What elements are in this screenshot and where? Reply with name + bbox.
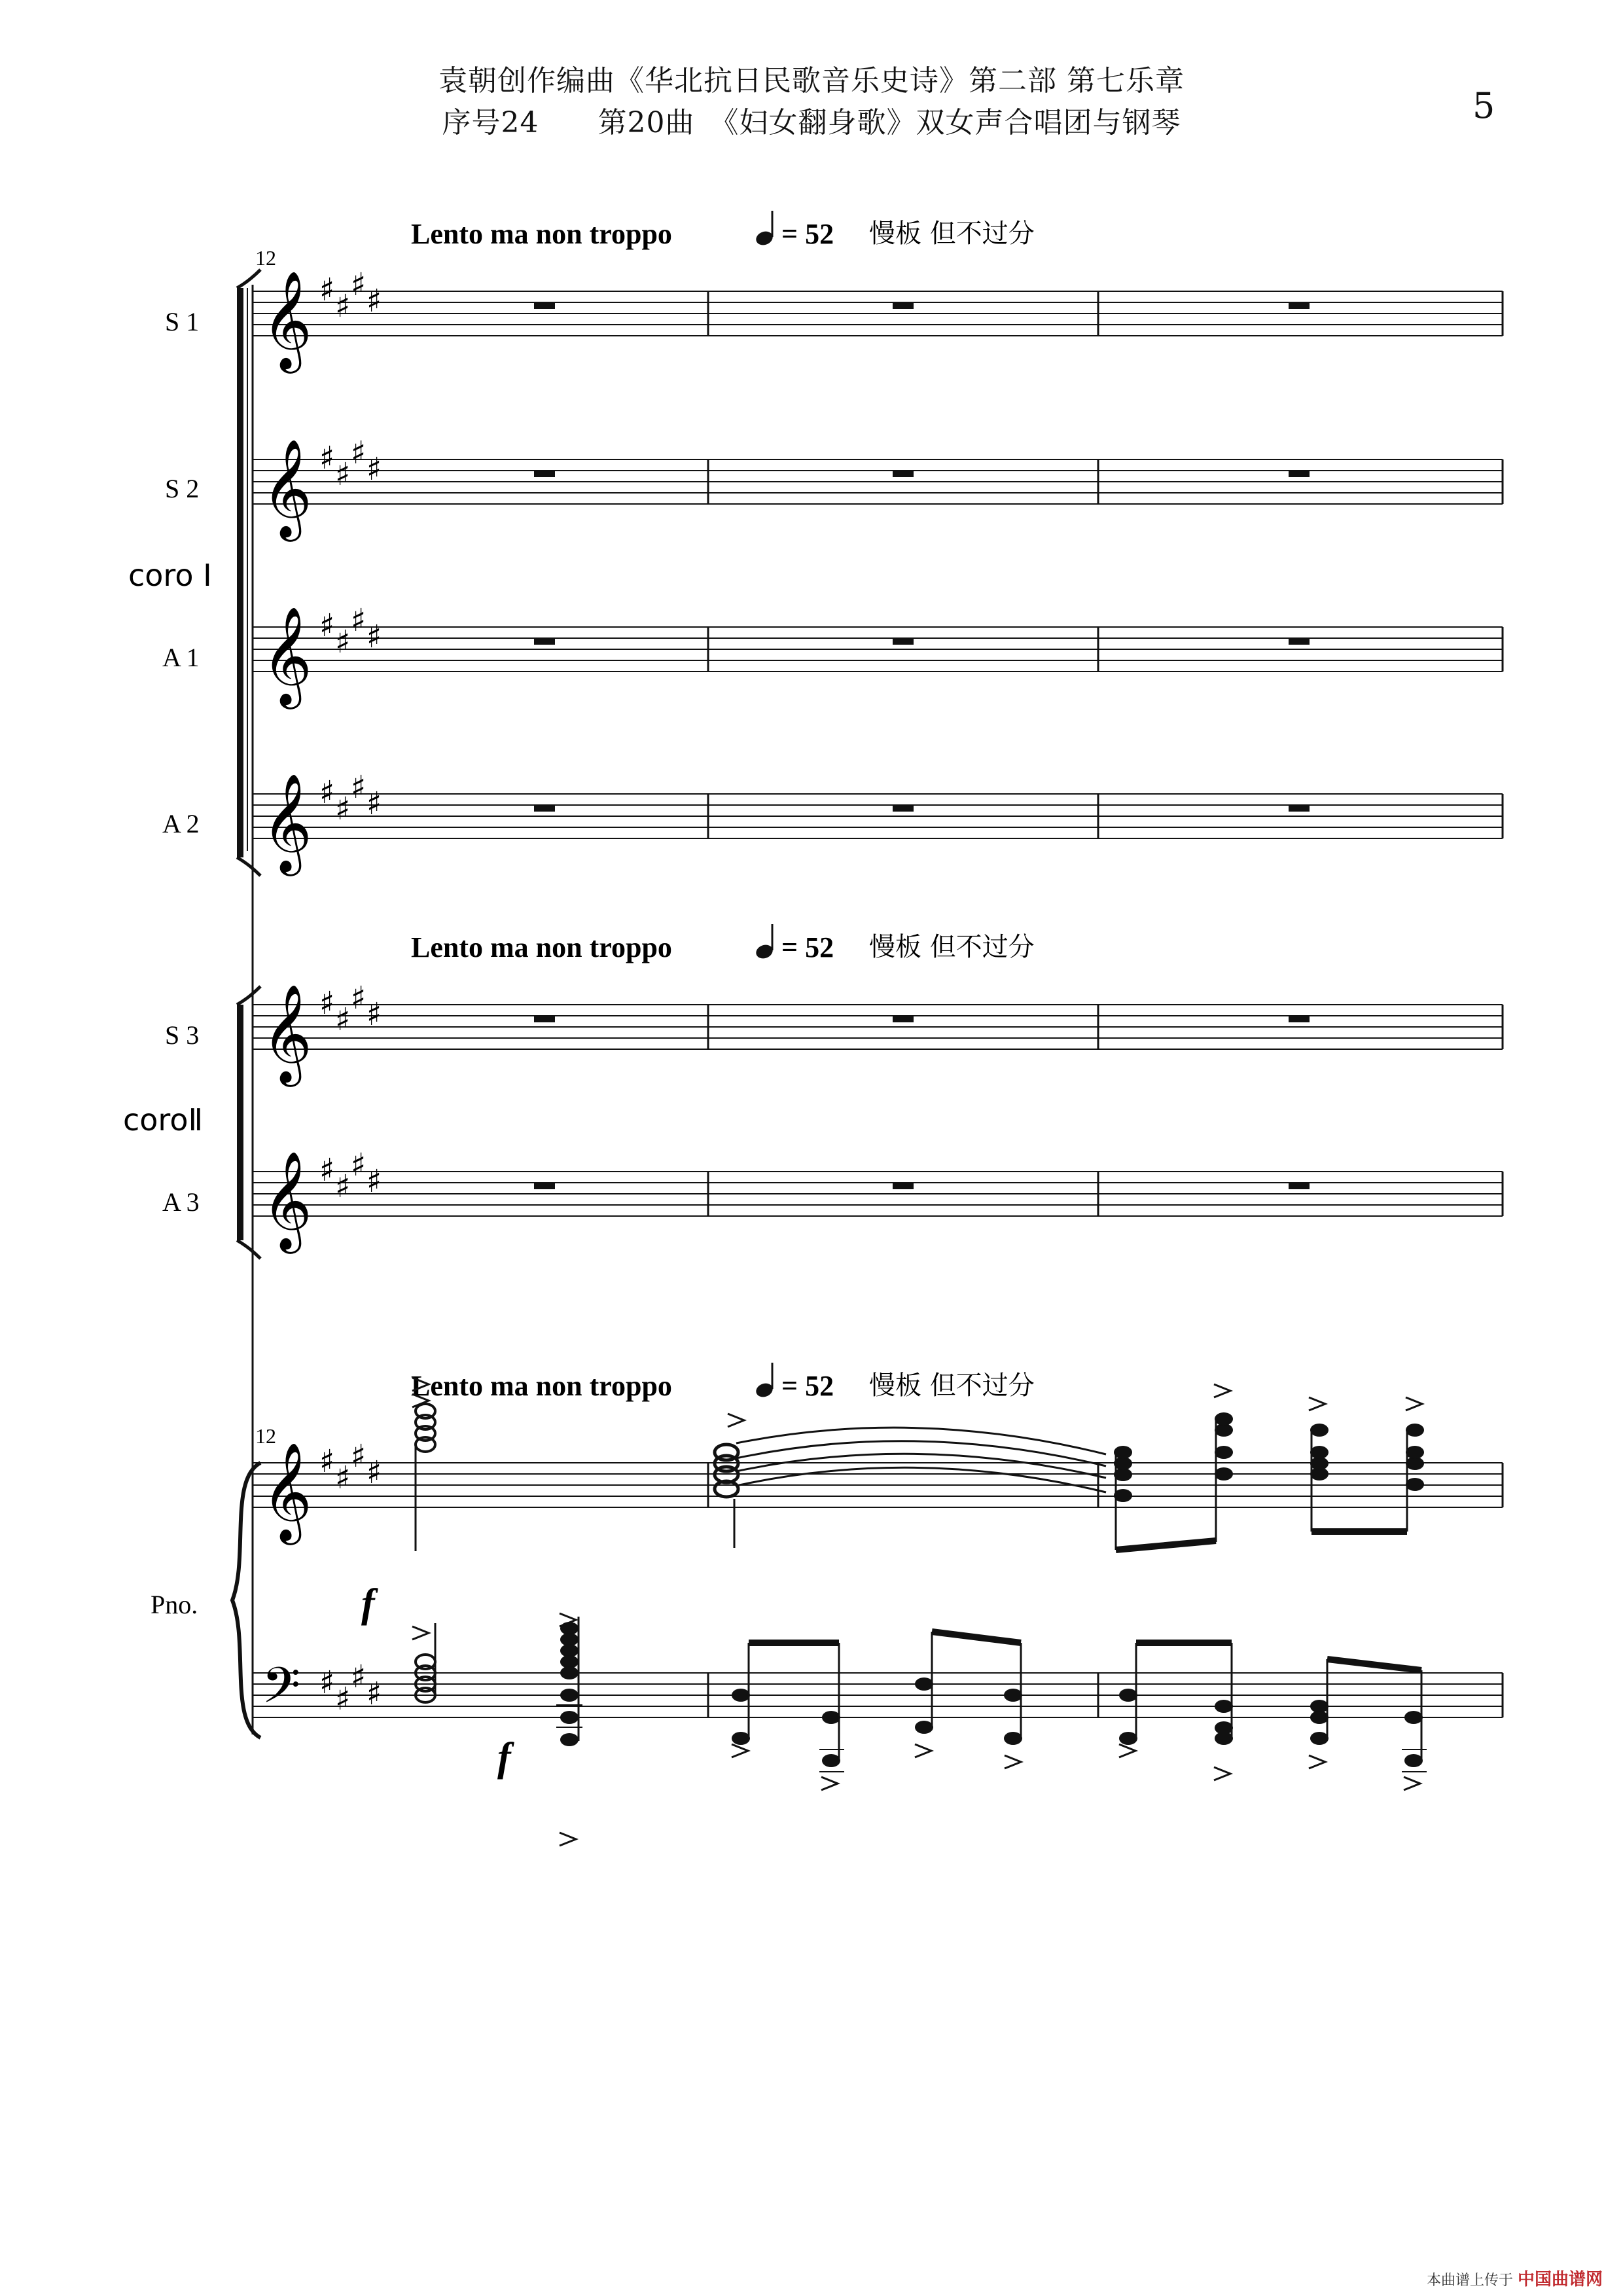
- whole-rest-icon: [1289, 805, 1310, 812]
- sharp-icon: ♯: [319, 607, 335, 644]
- piano-rh-tied-chord: [715, 1414, 1106, 1548]
- staves: [253, 291, 1503, 1717]
- staff: [253, 627, 1503, 672]
- metronome-value: = 52: [781, 1370, 834, 1402]
- staff-label-s1: S 1: [165, 307, 200, 336]
- sharp-icon: ♯: [351, 602, 366, 639]
- dynamic-marking: f: [361, 1581, 375, 1626]
- whole-rest-icon: [1289, 1183, 1310, 1189]
- sharp-icon: ♯: [366, 619, 382, 655]
- staff: [253, 794, 1503, 838]
- staff-label-s3: S 3: [165, 1020, 200, 1050]
- piano-notes: [412, 1378, 1427, 1846]
- treble-clef-icon: 𝄞: [262, 270, 312, 369]
- header-title: 袁朝创作编曲《华北抗日民歌音乐史诗》第二部 第七乐章: [438, 64, 1185, 98]
- sharp-icon: ♯: [351, 266, 366, 303]
- staff: [253, 291, 1503, 336]
- sharp-icon: ♯: [366, 451, 382, 488]
- sharp-icon: ♯: [366, 1454, 382, 1491]
- staff-label-s2: S 2: [165, 474, 200, 503]
- sharp-icon: ♯: [351, 435, 366, 471]
- tempo-text: Lento ma non troppo: [411, 218, 672, 250]
- sharp-icon: ♯: [335, 1460, 351, 1496]
- choir2-bracket: [237, 1005, 243, 1240]
- piano-brace: [232, 1463, 260, 1738]
- metronome-value: = 52: [781, 218, 834, 250]
- piano-rh-chord: [412, 1378, 435, 1551]
- sharp-icon: ♯: [366, 283, 382, 319]
- sharp-icon: ♯: [319, 1152, 335, 1189]
- measure-number: 12: [255, 246, 276, 270]
- sharp-icon: ♯: [366, 1676, 382, 1712]
- choir-label-1: coro Ⅰ: [128, 558, 212, 593]
- whole-rest-icon: [534, 1016, 555, 1022]
- sharp-icon: ♯: [335, 1001, 351, 1038]
- choir-label-2: coroⅡ: [123, 1102, 204, 1138]
- tempo-cn: 慢板 但不过分: [869, 932, 1035, 962]
- piano-rh-eighths: [1114, 1384, 1424, 1550]
- tempo-mark-choir2: [411, 924, 1035, 963]
- sharp-icon: ♯: [319, 440, 335, 476]
- sharp-icon: ♯: [335, 1681, 351, 1717]
- sharp-icon: ♯: [351, 769, 366, 806]
- staff-label-piano: Pno.: [151, 1590, 198, 1619]
- sharp-icon: ♯: [366, 996, 382, 1033]
- sharp-icon: ♯: [366, 785, 382, 822]
- sharp-icon: ♯: [351, 980, 366, 1016]
- sharp-icon: ♯: [319, 272, 335, 308]
- header-subtitle: 序号24 第20曲 《妇女翻身歌》双女声合唱团与钢琴: [442, 106, 1181, 139]
- staff-label-a1: A 1: [162, 643, 200, 672]
- tempo-text: Lento ma non troppo: [411, 1370, 672, 1402]
- sharp-icon: ♯: [335, 624, 351, 660]
- sharp-icon: ♯: [351, 1147, 366, 1183]
- sharp-icon: ♯: [335, 1168, 351, 1205]
- sharp-icon: ♯: [351, 1659, 366, 1695]
- piano-lh-notes: [412, 1613, 1427, 1846]
- sharp-icon: ♯: [335, 791, 351, 827]
- whole-rest-icon: [534, 302, 555, 309]
- treble-clef-icon: 𝄞: [262, 605, 312, 705]
- treble-clef-icon: 𝄞: [262, 1150, 312, 1249]
- whole-rest-icon: [893, 1016, 914, 1022]
- sharp-icon: ♯: [319, 1443, 335, 1480]
- page-number: 5: [1472, 85, 1495, 126]
- sharp-icon: ♯: [335, 288, 351, 325]
- footer-brand: 中国曲谱网: [1518, 2270, 1603, 2289]
- staff: [253, 459, 1503, 504]
- treble-clef-icon: 𝄞: [262, 438, 312, 537]
- whole-rest-icon: [534, 1183, 555, 1189]
- staff-label-a2: A 2: [162, 809, 200, 838]
- staff-label-a3: A 3: [162, 1187, 200, 1217]
- whole-rest-icon: [1289, 302, 1310, 309]
- sharp-icon: ♯: [335, 456, 351, 493]
- staff: [253, 1005, 1503, 1049]
- measure-rests: [534, 302, 1310, 1189]
- whole-rest-icon: [893, 1183, 914, 1189]
- treble-clef-icon: 𝄞: [262, 983, 312, 1083]
- whole-rest-icon: [1289, 1016, 1310, 1022]
- whole-rest-icon: [534, 638, 555, 645]
- footer-watermark: [1427, 2266, 1603, 2290]
- tempo-cn: 慢板 但不过分: [869, 1371, 1035, 1401]
- whole-rest-icon: [1289, 471, 1310, 477]
- metronome-value: = 52: [781, 931, 834, 963]
- sharp-icon: ♯: [319, 774, 335, 811]
- whole-rest-icon: [893, 471, 914, 477]
- sharp-icon: ♯: [366, 1163, 382, 1200]
- tempo-mark-piano: [411, 1363, 1035, 1402]
- whole-rest-icon: [534, 471, 555, 477]
- system-brackets: [232, 270, 260, 1738]
- whole-rest-icon: [893, 302, 914, 309]
- sharp-icon: ♯: [319, 1664, 335, 1701]
- whole-rest-icon: [1289, 638, 1310, 645]
- measure-number: 12: [255, 1424, 276, 1448]
- treble-clef-icon: 𝄞: [262, 1441, 312, 1541]
- tempo-mark-choir1: [411, 211, 1035, 250]
- whole-rest-icon: [893, 638, 914, 645]
- tempo-text: Lento ma non troppo: [411, 931, 672, 963]
- treble-clef-icon: 𝄞: [262, 772, 312, 872]
- bass-clef-icon: 𝄢: [262, 1657, 301, 1727]
- sharp-icon: ♯: [319, 985, 335, 1022]
- sharp-icon: ♯: [351, 1438, 366, 1475]
- footer-text: 本曲谱上传于: [1427, 2272, 1514, 2289]
- staff: [253, 1172, 1503, 1216]
- dynamic-marking: f: [497, 1735, 511, 1780]
- tempo-cn: 慢板 但不过分: [869, 219, 1035, 249]
- whole-rest-icon: [893, 805, 914, 812]
- whole-rest-icon: [534, 805, 555, 812]
